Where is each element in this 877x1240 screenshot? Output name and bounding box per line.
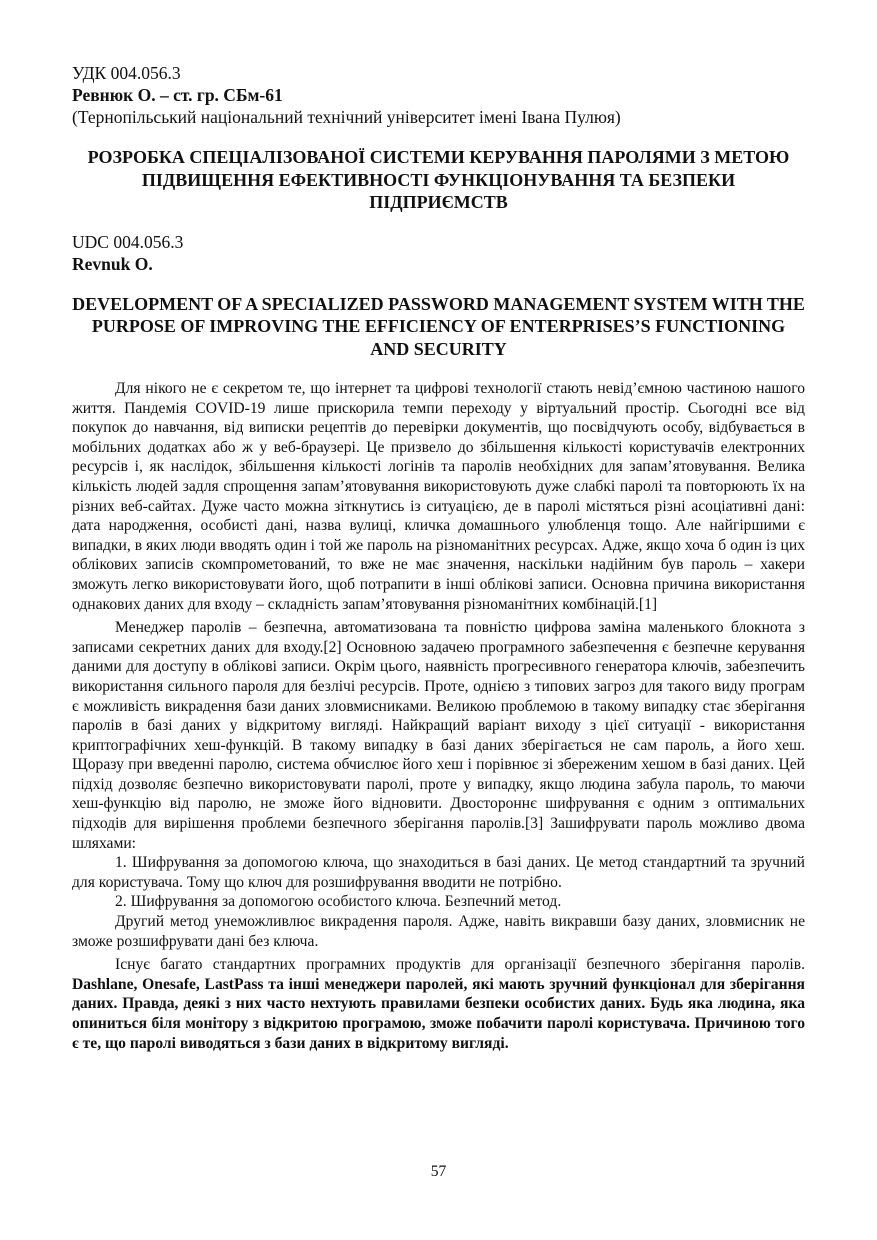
list-item-1: 1. Шифрування за допомогою ключа, що знаходиться в базі даних. Це метод стандартний та зручний для користувача. Тому що ключ для розшифрування вводити не потрібно. (72, 854, 805, 891)
author-en: Revnuk O. (72, 253, 153, 274)
list-item-2: 2. Шифрування за допомогою особистого ключа. Безпечний метод. (115, 893, 562, 911)
body-paragraph-4 (72, 955, 805, 1053)
paper-title-en (72, 293, 805, 361)
udc-code-uk: УДК 004.056.3 (72, 63, 181, 83)
paper-title-uk (72, 146, 805, 214)
udc-code-en: UDC 004.056.3 (72, 231, 184, 252)
body-paragraph-3: Другий метод унеможливлює викрадення пароля. Адже, навіть викравши базу даних, зловмисник не зможе розшифрувати дані без ключа. (72, 913, 805, 950)
body-paragraph-1: Для нікого не є секретом те, що інтернет та цифрові технології стають невід’ємною частиною нашого життя. Пандемія COVID-19 лише прискорила темпи переходу у віртуальний простір. Сьогодні все від покупок до навчання, від виписки рецептів до перевірки документів, що посвідчують особу, відбувається в мобільних додатках або ж у веб-браузері. Це призвело до збільшення кількості користувачів електронних ресурсів і, як наслідок, збільшення кількості логінів та паролів необхідних для запам’ятовування. Велика кількість людей задля спрощення запам’ятовування використовують дуже слабкі паролі та повторюють їх на різних веб-сайтах. Дуже часто можна зіткнутись із ситуацією, де в паролі містяться різні асоціативні дані: дата народження, особисті дані, назва вулиці, кличка домашнього улюбленця тощо. Але найгіршими є випадки, в яких люди вводять один і той же пароль на різноманітних ресурсах. Адже, якщо хоча б один із цих облікових записів скомпрометований, то вже не має значення, наскільки надійним був пароль – хакери зможуть легко використовувати його, щоб потрапити в інші облікові записи. Основна причина використання однакових даних для входу – складність запам’ятовування різноманітних комбінацій.[1] (72, 380, 805, 613)
body-paragraph-4-plain: Існує багато стандартних програмних продуктів для організації безпечного зберігання паролів. (115, 956, 805, 974)
paper-title-uk-text: РОЗРОБКА СПЕЦІАЛІЗОВАНОЇ СИСТЕМИ КЕРУВАННЯ ПАРОЛЯМИ З МЕТОЮ ПІДВИЩЕННЯ ЕФЕКТИВНОСТІ ФУНКЦІОНУВАННЯ ТА БЕЗПЕКИ ПІДПРИЄМСТВ (87, 147, 790, 212)
author-uk: Ревнюк О. – ст. гр. СБм-61 (72, 85, 283, 105)
body-paragraph-4-bold: Dashlane, Onesafe, LastPass та інші менеджери паролей, які мають зручний функціонал для зберігання даних. Правда, деякі з них часто нехтують правилами безпеки особистих даних. Будь яка людина, яка опиниться біля монітору з відкритою програмою, зможе побачити паролі користувача. Причиною того є те, що паролі виводяться з бази даних в відкритому вигляді. (72, 975, 805, 1052)
page-number: 57 (430, 1163, 447, 1180)
paper-body (72, 379, 805, 1053)
body-paragraph-2: Менеджер паролів – безпечна, автоматизована та повністю цифрова заміна маленького блокнота з записами секретних даних для входу.[2] Основною задачею програмного забезпечення є безпечне керування даними для доступу в облікові записи. Окрім цього, наявність прогресивного генератора ключів, забезпечить використання сильного пароля для безлічі ресурсів. Проте, однією з типових загроз для такого виду програм є можливість викрадення бази даних зловмисниками. Великою проблемою в такому випадку стає зберігання паролів в базі даних у відкритому вигляді. Найкращий варіант виходу з цієї ситуації - використання криптографічних хеш-функцій. В такому випадку в базі даних зберігається не сам пароль, а його хеш. Щоразу при введенні паролю, система обчислює його хеш і порівнює зі збереженим хешом в базі даних. Цей підхід дозволяє безпечно використовувати паролі, проте у випадку, якщо людина забула пароль, то маючи хеш-функцію від паролю, не зможе його відновити. Двостороннє шифрування є одним з оптимальних підходів для вирішення проблеми безпечного зберігання паролів.[3] Зашифрувати пароль можливо двома шляхами: (72, 619, 805, 852)
paper-title-en-text: DEVELOPMENT OF A SPECIALIZED PASSWORD MANAGEMENT SYSTEM WITH THE PURPOSE OF IMPROVING THE EFFICIENCY OF ENTERPRISES’S FUNCTIONING AND SECURITY (72, 293, 805, 359)
affiliation-uk: (Тернопільський національний технічний університет імені Івана Пулюя) (72, 107, 621, 127)
